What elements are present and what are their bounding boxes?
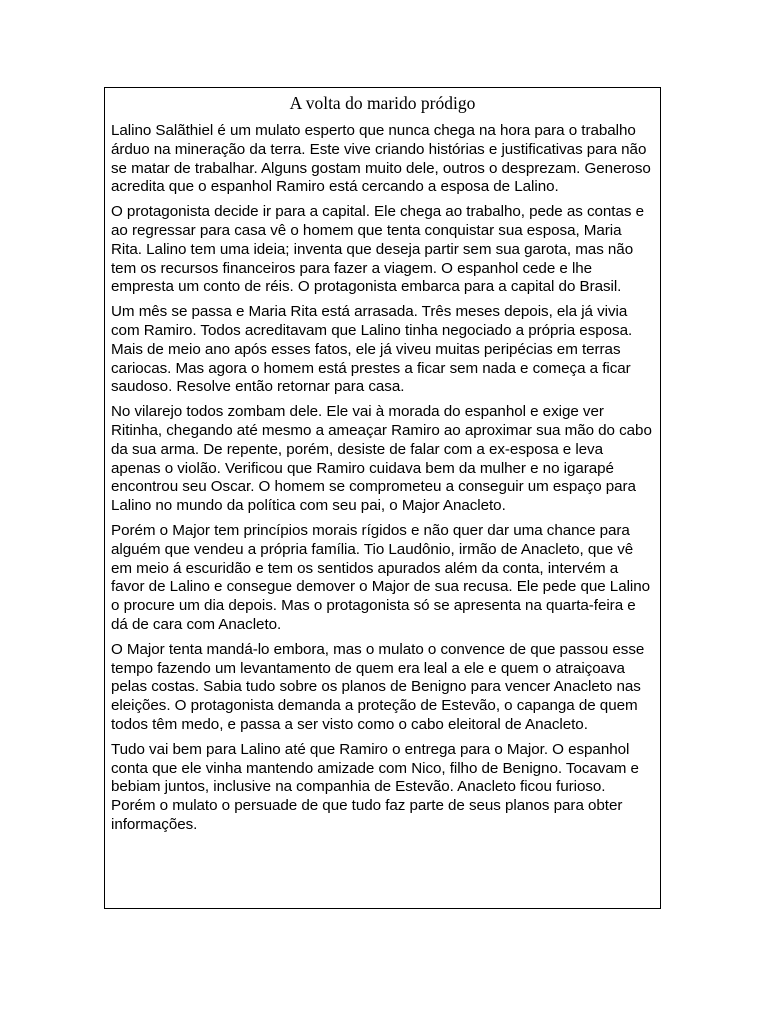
document-frame xyxy=(104,87,661,909)
paragraph-4: No vilarejo todos zombam dele. Ele vai à morada do espanhol e exige ver Ritinha, chegando até mesmo a ameaçar Ramiro ao aproximar sua mão do cabo da sua arma. De repente, porém, desiste de falar com a ex-esposa e leva apenas o violão. Verificou que Ramiro cuidava bem da mulher e no igarapé encontrou seu Oscar. O homem se comprometeu a conseguir um espaço para Lalino no mundo da política com seu pai, o Major Anacleto. xyxy=(111,403,652,515)
paragraph-2: O protagonista decide ir para a capital. Ele chega ao trabalho, pede as contas e ao regressar para casa vê o homem que tenta conquistar sua esposa, Maria Rita. Lalino tem uma ideia; inventa que deseja partir sem sua garota, mas não tem os recursos financeiros para fazer a viagem. O espanhol cede e lhe empresta um conto de réis. O protagonista embarca para a capital do Brasil. xyxy=(111,203,644,296)
paragraph-1: Lalino Salãthiel é um mulato esperto que nunca chega na hora para o trabalho árduo na mineração da terra. Este vive criando histórias e justificativas para não se matar de trabalhar. Alguns gostam muito dele, outros o desprezam. Generoso acredita que o espanhol Ramiro está cercando a esposa de Lalino. xyxy=(111,122,651,196)
paragraph-6: O Major tenta mandá-lo embora, mas o mulato o convence de que passou esse tempo fazendo um levantamento de quem era leal a ele e quem o atraiçoava pelas costas. Sabia tudo sobre os planos de Benigno para vencer Anacleto nas eleições. O protagonista demanda a proteção de Estevão, o capanga de quem todos têm medo, e passa a ser visto como o cabo eleitoral de Anacleto. xyxy=(111,640,645,733)
paragraph-7: Tudo vai bem para Lalino até que Ramiro o entrega para o Major. O espanhol conta que ele vinha mantendo amizade com Nico, filho de Benigno. Tocavam e bebiam juntos, inclusive na companhia de Estevão. Anacleto ficou furioso. Porém o mulato o persuade de que tudo faz parte de seus planos para obter informações. xyxy=(111,740,639,833)
paragraph-5: Porém o Major tem princípios morais rígidos e não quer dar uma chance para alguém que vendeu a própria família. Tio Laudônio, irmão de Anacleto, que vê em meio á escuridão e tem os sentidos apurados além da conta, intervém a favor de Lalino e consegue demover o Major de sua recusa. Ele pede que Lalino o procure um dia depois. Mas o protagonista só se apresenta na quarta-feira e dá de cara com Anacleto. xyxy=(111,521,651,633)
document-title: A volta do marido pródigo xyxy=(289,93,476,113)
paragraph-3: Um mês se passa e Maria Rita está arrasada. Três meses depois, ela já vivia com Ramiro. Todos acreditavam que Lalino tinha negociado a própria esposa. Mais de meio ano após esses fatos, ele já viveu muitas peripécias em terras cariocas. Mas agora o homem está prestes a ficar sem nada e começa a ficar saudoso. Resolve então retornar para casa. xyxy=(111,303,633,396)
